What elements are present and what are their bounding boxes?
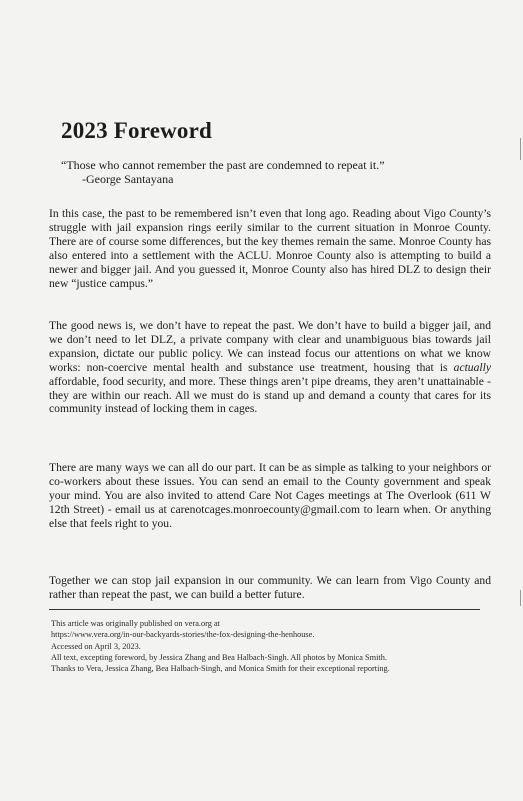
- paragraph-2: [49, 319, 491, 416]
- paragraph-1: [49, 207, 491, 290]
- scan-edge-mark: [520, 138, 521, 160]
- source-notes: [51, 618, 491, 674]
- epigraph: [61, 158, 481, 186]
- note-line: This article was originally published on vera.org at: [51, 619, 220, 628]
- epigraph-quote: “Those who cannot remember the past are condemned to repeat it.”: [61, 158, 385, 172]
- paragraph-1-text: In this case, the past to be remembered isn’t even that long ago. Reading about Vigo County’s struggle with jail expansion rings eerily similar to the current situation in Monroe County. There are of course some differences, but the key themes remain the same. Monroe County has also entered into a settlement with the ACLU. Monroe County also is attempting to build a newer and bigger jail. And you guessed it, Monroe County also has hired DLZ to design their new “justice campus.”: [49, 207, 491, 290]
- paragraph-3: [49, 461, 491, 531]
- paragraph-2-text-b: affordable, food security, and more. These things aren’t pipe dreams, they aren’t unattainable - they are within our reach. All we must do is stand up and demand a county that cares for its community instead of locking them in cages.: [49, 374, 491, 416]
- epigraph-author: -George Santayana: [82, 172, 174, 186]
- paragraph-4-text: Together we can stop jail expansion in our community. We can learn from Vigo County and rather than repeat the past, we can build a better future.: [49, 574, 491, 601]
- foreword-title: 2023 Foreword: [61, 118, 213, 143]
- paragraph-2-text-a: The good news is, we don’t have to repeat the past. We don’t have to build a bigger jail, and we don’t need to let DLZ, a private company with clear and unambiguous bias towards jail expansion, dictate our public policy. We can instead focus our attentions on what we know works: non-coercive mental health and substance use treatment, housing that is: [49, 319, 491, 374]
- note-line: Thanks to Vera, Jessica Zhang, Bea Halbach-Singh, and Monica Smith for their exceptional reporting.: [51, 664, 390, 674]
- note-line: All text, excepting foreword, by Jessica Zhang and Bea Halbach-Singh. All photos by Monica Smith.: [51, 652, 387, 662]
- scan-edge-mark: [520, 590, 521, 606]
- paragraph-3-text: There are many ways we can all do our part. It can be as simple as talking to your neighbors or co-workers about these issues. You can send an email to the County government and speak your mind. You are also invited to attend Care Not Cages meetings at The Overlook (611 W 12th Street) - email us at carenotcages.monroecounty@gmail.com to learn when. Or anything else that feels right to you.: [49, 461, 491, 530]
- note-line: Accessed on April 3, 2023.: [51, 641, 141, 651]
- note-line: https://www.vera.org/in-our-backyards-stories/the-fox-designing-the-henhouse.: [51, 630, 315, 640]
- footnote-divider: [49, 609, 480, 610]
- paragraph-4: [49, 574, 491, 602]
- paragraph-2-emphasis: actually: [453, 360, 491, 374]
